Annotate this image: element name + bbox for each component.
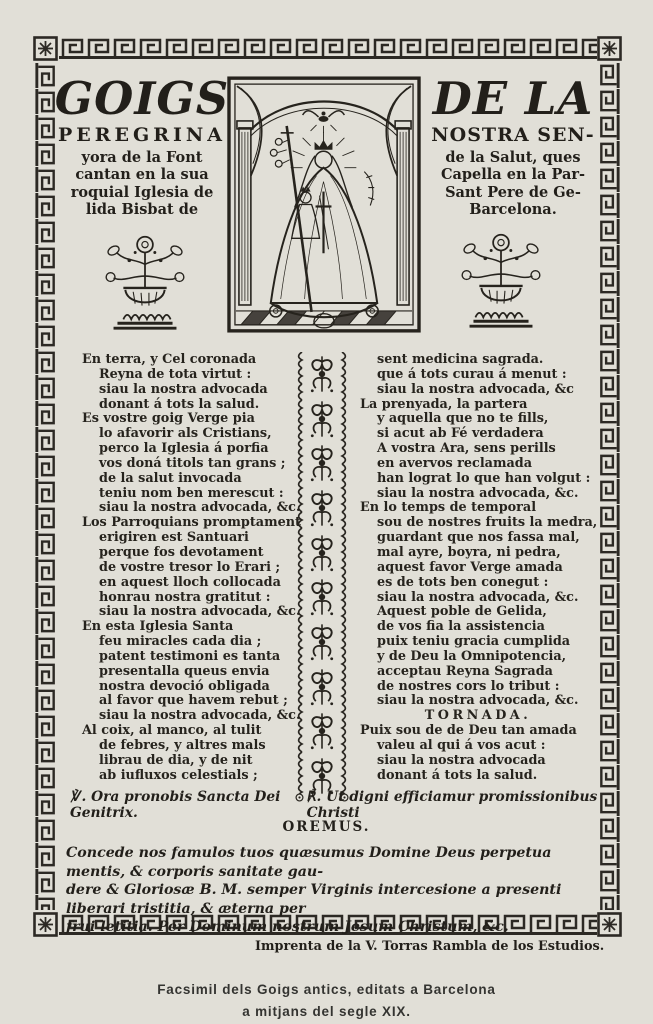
verse-line: librau de dia, y de nit — [99, 752, 253, 768]
wave-unit — [339, 576, 348, 592]
wave-unit — [339, 512, 348, 528]
wave-unit — [296, 352, 305, 368]
floral-motifs — [306, 352, 338, 798]
meander-border-unit — [397, 36, 423, 61]
meander-border-unit — [597, 400, 622, 426]
verse-line: al favor que havem rebut ; — [99, 693, 288, 709]
meander-border-unit — [33, 634, 58, 660]
verse-column-left — [82, 352, 301, 783]
verse-line: guardant que nos fassa mal, — [377, 530, 580, 546]
verse-line: nostra devoció obligada — [99, 678, 270, 694]
verse-line: En terra, y Cel coronada — [82, 352, 257, 367]
meander-border-unit — [33, 842, 58, 868]
meander-border-unit — [423, 36, 449, 61]
meander-border-unit — [597, 608, 622, 634]
header-line: de la Salut, ques — [445, 148, 581, 166]
corner-star-icon — [33, 912, 58, 937]
verse-line: y aquella que no te fills, — [377, 411, 549, 427]
verse-line: es de tots ben conegut : — [377, 574, 549, 590]
wave-unit — [296, 624, 305, 640]
meander-border-unit — [597, 556, 622, 582]
wave-unit — [339, 448, 348, 464]
response-text: ℟. Ut digni efficiamur promissionibus Christi — [306, 789, 598, 821]
floral-column-ornament — [296, 352, 348, 794]
flower-vase-icon — [442, 228, 560, 330]
meander-border-unit — [33, 218, 58, 244]
meander-border-unit — [85, 36, 111, 61]
wave-unit — [339, 544, 348, 560]
floral-motif-unit — [307, 354, 337, 394]
oremus-heading: OREMUS. — [282, 819, 371, 835]
wave-unit — [296, 544, 305, 560]
subtitle-peregrina: PEREGRINA — [57, 123, 227, 146]
verse-line: patent testimoni es tanta — [99, 648, 281, 664]
wave-unit — [339, 752, 348, 768]
verse-line: siau la nostra advocada, &c. — [99, 604, 301, 620]
meander-border-unit — [33, 738, 58, 764]
verse-line: en aquest lloch collocada — [99, 574, 281, 590]
meander-border-unit — [33, 400, 58, 426]
meander-border-unit — [215, 36, 241, 61]
meander-border-unit — [475, 36, 501, 61]
verse-line: perque fos devotament — [99, 544, 264, 560]
corner-star-icon — [33, 36, 58, 61]
wave-unit — [296, 384, 305, 400]
verse-line: de vos fia la assistencia — [377, 619, 545, 635]
meander-border-unit — [527, 36, 553, 61]
meander-border-unit — [33, 686, 58, 712]
meander-border-unit — [33, 322, 58, 348]
meander-border-unit — [59, 36, 85, 61]
wave-unit — [339, 656, 348, 672]
meander-border-unit — [597, 712, 622, 738]
wave-unit — [339, 640, 348, 656]
meander-border-unit — [33, 712, 58, 738]
meander-border-unit — [597, 686, 622, 712]
verse-line: honrau nostra gratitut : — [99, 589, 271, 605]
meander-border-unit — [597, 426, 622, 452]
meander-border-unit — [501, 36, 527, 61]
meander-border-unit — [597, 296, 622, 322]
meander-border-unit — [33, 582, 58, 608]
meander-border-unit — [597, 634, 622, 660]
caption-line: a mitjans del segle XIX. — [242, 1004, 411, 1019]
verse-line: siau la nostra advocada, &c. — [377, 693, 579, 709]
wavy-rule-left — [296, 352, 305, 794]
meander-border-unit — [597, 244, 622, 270]
meander-border-unit — [33, 530, 58, 556]
floral-motif-unit — [307, 443, 337, 483]
meander-border-unit — [597, 738, 622, 764]
meander-border-unit — [597, 218, 622, 244]
meander-border-unit — [33, 868, 58, 894]
header-left-block — [54, 72, 230, 218]
wave-unit — [339, 608, 348, 624]
meander-border-unit — [579, 36, 597, 61]
verse-line: Al coix, al manco, al tulit — [82, 723, 262, 739]
verse-line: sent medicina sagrada. — [377, 352, 544, 367]
header-line: cantan en la sua — [75, 166, 209, 184]
verse-line: siau la nostra advocada, &c. — [377, 589, 579, 605]
verse-line: que á tots curau á menut : — [377, 366, 567, 382]
verse-column-right — [360, 353, 596, 783]
verse-line: erigiren est Santuari — [99, 530, 249, 546]
header-line: Capella en la Par- — [440, 166, 586, 184]
meander-border-unit — [597, 894, 622, 910]
verse-line: valeu al qui á vos acut : — [377, 737, 546, 753]
latin-prayer — [66, 844, 596, 937]
wave-unit — [296, 688, 305, 704]
wave-unit — [296, 576, 305, 592]
wave-unit — [296, 672, 305, 688]
meander-border-unit — [33, 478, 58, 504]
verse-line: sou de nostres fruits la medra, — [377, 515, 598, 531]
floral-motif-unit — [307, 667, 337, 707]
wave-unit — [339, 400, 348, 416]
wave-unit — [296, 528, 305, 544]
verse-line: La prenyada, la partera — [360, 396, 528, 412]
corner-star-icon — [597, 912, 622, 937]
wave-unit — [296, 464, 305, 480]
wave-unit — [296, 400, 305, 416]
verse-line: siau la nostra advocada, &c. — [377, 485, 579, 501]
meander-border-unit — [597, 374, 622, 400]
wave-unit — [339, 592, 348, 608]
meander-border-unit — [33, 556, 58, 582]
floral-motif-unit — [307, 399, 337, 439]
wave-unit — [296, 448, 305, 464]
title-goigs: GOIGS — [54, 72, 230, 125]
meander-border-unit — [597, 842, 622, 868]
wavy-rule-right — [339, 352, 348, 794]
facsimile-caption — [0, 979, 653, 1023]
madonna-and-child-woodcut — [227, 76, 421, 333]
meander-border-unit — [33, 374, 58, 400]
verse-line: siau la nostra advocada, &c. — [99, 708, 301, 724]
meander-border-unit — [597, 270, 622, 296]
floral-motif-unit — [307, 577, 337, 617]
prayer-line: dere & Gloriosæ B. M. semper Virginis intercesione a presenti liberari tristitia, & æterna per — [66, 882, 562, 917]
header-line: lida Bisbat de — [85, 200, 199, 218]
meander-border-unit — [597, 504, 622, 530]
verse-line: han lograt lo que han volgut : — [377, 470, 591, 486]
meander-border-unit — [293, 36, 319, 61]
meander-border-unit — [33, 764, 58, 790]
verse-line: En lo temps de temporal — [360, 500, 537, 516]
header-line: yora de la Font — [81, 148, 203, 166]
verse-line: siau la nostra advocada — [377, 752, 546, 768]
printer-imprint: Imprenta de la V. Torras Rambla de los Estudios. — [255, 939, 605, 954]
wave-unit — [339, 352, 348, 368]
wave-unit — [339, 624, 348, 640]
wave-unit — [296, 640, 305, 656]
meander-border-unit — [319, 36, 345, 61]
meander-border-unit — [189, 36, 215, 61]
meander-border-unit — [597, 868, 622, 894]
wave-unit — [339, 480, 348, 496]
meander-border-unit — [111, 36, 137, 61]
wave-unit — [339, 496, 348, 512]
verse-line: TORNADA. — [424, 708, 532, 724]
wave-unit — [339, 464, 348, 480]
header-right-block — [422, 72, 604, 218]
verse-line: puix teniu gracia cumplida — [377, 634, 571, 650]
verse-line: Puix sou de de Deu tan amada — [360, 723, 577, 739]
wave-unit — [339, 528, 348, 544]
meander-border-unit — [33, 608, 58, 634]
verse-line: feu miracles cada dia ; — [99, 634, 262, 650]
corner-star-icon — [597, 36, 622, 61]
wave-unit — [339, 704, 348, 720]
verse-line: lo afavorir als Cristians, — [99, 426, 272, 442]
meander-border-unit — [597, 530, 622, 556]
title-de-la: DE LA — [432, 72, 594, 125]
verse-line: siau la nostra advocada, &c — [377, 381, 574, 397]
meander-border-unit — [33, 296, 58, 322]
verse-line: si acut ab Fé verdadera — [377, 426, 544, 442]
wave-unit — [296, 480, 305, 496]
verse-line: A vostra Ara, sens perills — [377, 441, 556, 457]
verse-line: y de Deu la Omnipotencia, — [377, 648, 567, 664]
header-left-lines — [54, 149, 230, 219]
versicle-text: ℣. Ora pronobis Sancta Dei Genitrix. — [70, 789, 281, 821]
versicle-response-row — [70, 789, 598, 821]
meander-border-unit — [371, 36, 397, 61]
verse-line: de la salut invocada — [99, 470, 242, 486]
meander-border-unit — [33, 426, 58, 452]
caption-line: Facsimil dels Goigs antics, editats a Barcelona — [157, 982, 496, 997]
header-line: Sant Pere de Ge- — [445, 183, 581, 201]
meander-border-unit — [33, 790, 58, 816]
meander-border-unit — [33, 504, 58, 530]
wave-unit — [339, 368, 348, 384]
meander-border-unit — [597, 790, 622, 816]
meander-border-unit — [33, 244, 58, 270]
wave-unit — [339, 720, 348, 736]
verse-line: presentalla queus envia — [99, 663, 270, 679]
floral-motif-unit — [307, 622, 337, 662]
header-line: Barcelona. — [469, 200, 557, 218]
verse-line: siau la nostra advocada, &c. — [99, 500, 301, 516]
meander-border-unit — [33, 270, 58, 296]
header-right-lines — [422, 149, 604, 219]
verse-line: vos doná titols tan grans ; — [99, 455, 286, 471]
meander-border-unit — [241, 36, 267, 61]
wave-unit — [339, 432, 348, 448]
wave-unit — [296, 560, 305, 576]
verse-line: En esta Iglesia Santa — [82, 619, 234, 635]
wave-unit — [296, 432, 305, 448]
meander-border-top — [59, 36, 597, 61]
verse-line: siau la nostra advocada — [99, 381, 268, 397]
meander-border-unit — [597, 478, 622, 504]
wave-unit — [296, 656, 305, 672]
meander-border-unit — [597, 660, 622, 686]
verse-line: ab iufluxos celestials ; — [99, 767, 258, 783]
wave-unit — [339, 560, 348, 576]
meander-border-unit — [597, 764, 622, 790]
floral-motif-unit — [307, 533, 337, 573]
meander-border-unit — [597, 348, 622, 374]
verse-line: perco la Iglesia á porfia — [99, 441, 269, 457]
meander-border-unit — [597, 452, 622, 478]
meander-border-unit — [345, 36, 371, 61]
floral-motif-unit — [307, 711, 337, 751]
verse-line: Reyna de tota virtut : — [99, 366, 252, 382]
wave-unit — [339, 672, 348, 688]
verse-line: acceptau Reyna Sagrada — [377, 663, 553, 679]
verse-line: de nostres cors lo tribut : — [377, 678, 560, 694]
meander-border-unit — [267, 36, 293, 61]
meander-border-unit — [597, 582, 622, 608]
verse-line: aquest favor Verge amada — [377, 559, 563, 575]
meander-border-unit — [33, 452, 58, 478]
wave-unit — [339, 768, 348, 784]
verse-line: en avervos reclamada — [377, 455, 533, 471]
verse-line: de febres, y altres mals — [99, 737, 266, 753]
verse-line: teniu nom ben merescut : — [99, 485, 284, 501]
meander-border-unit — [33, 660, 58, 686]
verse-line: donant á tots la salud. — [377, 767, 538, 783]
wave-unit — [296, 736, 305, 752]
verse-line: de vostre tresor lo Erari ; — [99, 559, 281, 575]
header-line: roquial Iglesia de — [70, 183, 214, 201]
meander-border-unit — [449, 36, 475, 61]
prayer-line: frui letitia. Per Dominum nostrum Jesum Christum, &c. — [66, 919, 509, 936]
wave-unit — [339, 688, 348, 704]
meander-border-unit — [597, 322, 622, 348]
wave-unit — [339, 736, 348, 752]
verse-line: mal ayre, boyra, ni pedra, — [377, 544, 561, 560]
meander-border-unit — [553, 36, 579, 61]
wave-unit — [339, 416, 348, 432]
wave-unit — [296, 416, 305, 432]
verse-line: Aquest poble de Gelida, — [377, 604, 547, 620]
meander-border-unit — [137, 36, 163, 61]
flower-vase-icon — [86, 230, 204, 332]
wave-unit — [339, 384, 348, 400]
meander-border-unit — [33, 894, 58, 910]
meander-border-unit — [33, 348, 58, 374]
wave-unit — [296, 368, 305, 384]
subtitle-nostra-sen: NOSTRA SEN- — [431, 123, 595, 146]
verse-line: donant á tots la salud. — [99, 396, 260, 412]
meander-border-unit — [163, 36, 189, 61]
floral-motif-unit — [307, 488, 337, 528]
verse-line: Los Parroquians promptament — [82, 515, 301, 531]
wave-unit — [296, 768, 305, 784]
verse-line: Es vostre goig Verge pia — [82, 411, 255, 427]
wave-unit — [296, 752, 305, 768]
prayer-line: Concede nos famulos tuos quæsumus Domine Deus perpetua mentis, & corporis sanitate gau- — [66, 845, 552, 880]
